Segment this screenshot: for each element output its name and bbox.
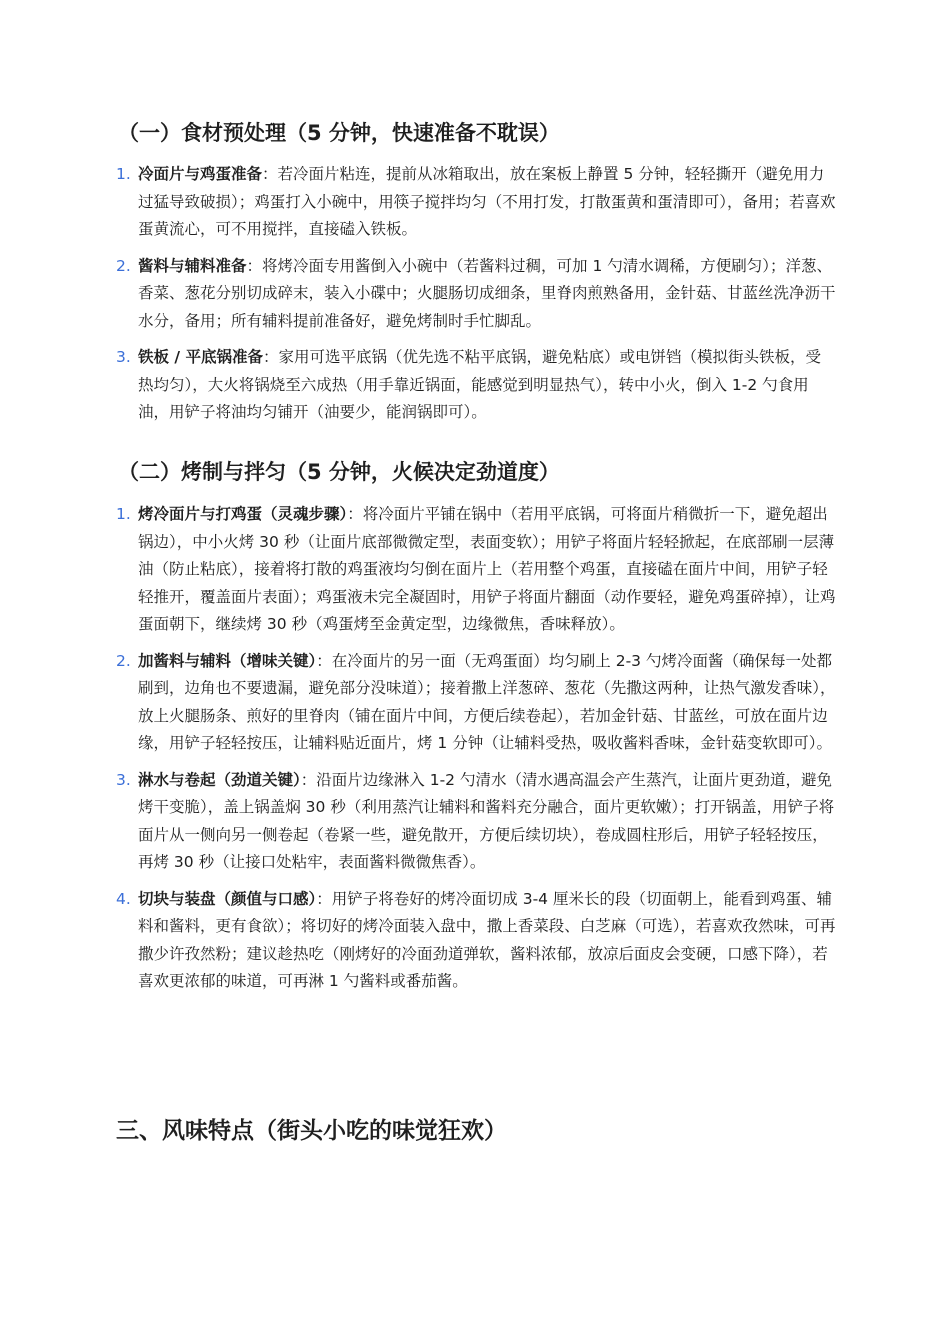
list-number: 1.: [116, 165, 131, 183]
step-label: 烤冷面片与打鸡蛋（灵魂步骤）: [138, 505, 348, 523]
step-label: 淋水与卷起（劲道关键）: [138, 770, 301, 789]
step-text: 将烤冷面专用酱倒入小碗中（若酱料过稠，可加 1 勺清水调稀，方便刷匀）；洋葱、香菜、葱花分别切成碎末，装入小碟中；火腿肠切成细条，里脊肉煎熟备用，金针菇、甘蓝丝洗净沥干水分，备用；所有辅料提前准备好，避免烤制时手忙脚乱。: [138, 256, 836, 330]
step-text: 家用可选平底锅（优先选不粘平底锅，避免粘底）或电饼铛（模拟街头铁板，受热均匀），大火将锅烧至六成热（用手靠近锅面，能感觉到明显热气），转中小火，倒入 1-2 勺食用油，用铲子将油均匀铺开（油要少，能润锅即可）。: [138, 348, 821, 421]
step-label: 冷面片与鸡蛋准备: [138, 165, 263, 183]
section-heading-flavor: 三、风味特点（街头小吃的味觉狂欢）: [116, 1118, 507, 1144]
list-number: 2.: [116, 256, 131, 275]
list-item: [116, 501, 840, 639]
step-text: 若冷面片粘连，提前从冰箱取出，放在案板上静置 5 分钟，轻轻撕开（避免用力过猛导致破损）；鸡蛋打入小碗中，用筷子搅拌均匀（不用打发，打散蛋黄和蛋清即可），备用；若喜欢蛋黄流心，可不用搅拌，直接磕入铁板。: [138, 165, 836, 238]
step-separator: ：: [316, 889, 332, 908]
step-text: 沿面片边缘淋入 1-2 勺清水（清水遇高温会产生蒸汽，让面片更劲道，避免烤干变脆），盖上锅盖焖 30 秒（利用蒸汽让辅料和酱料充分融合，面片更软嫩）；打开锅盖，用铲子将面片从一侧向另一侧卷起（卷紧一些，避免散开，方便后续切块），卷成圆柱形后，用铲子轻轻按压，再烤 30 秒（让接口处粘牢，表面酱料微微焦香）。: [138, 770, 835, 871]
list-item: [116, 161, 836, 244]
step-separator: ：: [300, 770, 317, 789]
section-heading-cooking: （二）烤制与拌匀（5 分钟，火候决定劲道度）: [118, 460, 560, 484]
step-label: 切块与装盘（颜值与口感）: [138, 889, 317, 908]
list-item: [116, 253, 836, 336]
cooking-step-list: [116, 501, 840, 1005]
list-item: [116, 886, 840, 996]
step-text: 在冷面片的另一面（无鸡蛋面）均匀刷上 2-3 勺烤冷面酱（确保每一处都刷到，边角也不要遗漏，避免部分没味道）；接着撒上洋葱碎、葱花（先撒这两种，让热气激发香味），放上火腿肠条、煎好的里脊肉（铺在面片中间，方便后续卷起），若加金针菇、甘蓝丝，可放在面片边缘，用铲子轻轻按压，让辅料贴近面片，烤 1 分钟（让辅料受热，吸收酱料香味，金针菇变软即可）。: [138, 651, 836, 752]
step-text: 用铲子将卷好的烤冷面切成 3-4 厘米长的段（切面朝上，能看到鸡蛋、辅料和酱料，更有食欲）；将切好的烤冷面装入盘中，撒上香菜段、白芝麻（可选），若喜欢孜然味，可再撒少许孜然粉；建议趁热吃（刚烤好的冷面劲道弹软，酱料浓郁，放凉后面皮会变硬，口感下降），若喜欢更浓郁的味道，可再淋 1 勺酱料或番茄酱。: [138, 889, 836, 990]
step-text: 将冷面片平铺在锅中（若用平底锅，可将面片稍微折一下，避免超出锅边），中小火烤 30 秒（让面片底部微微定型，表面变软）；用铲子将面片轻轻掀起，在底部刷一层薄油（防止粘底），接着将打散的鸡蛋液均匀倒在面片上（若用整个鸡蛋，直接磕在面片中间，用铲子轻轻推开，覆盖面片表面）；鸡蛋液未完全凝固时，用铲子将面片翻面（动作要轻，避免鸡蛋碎掉），让鸡蛋面朝下，继续烤 30 秒（鸡蛋烤至金黄定型，边缘微焦，香味释放）。: [138, 505, 836, 633]
list-item: [116, 344, 836, 427]
step-separator: ：: [347, 505, 363, 523]
list-number: 3.: [116, 348, 131, 366]
step-separator: ：: [246, 256, 263, 275]
section-heading-prep: （一）食材预处理（5 分钟，快速准备不耽误）: [118, 121, 560, 145]
step-label: 酱料与辅料准备: [138, 256, 247, 275]
step-separator: ：: [316, 651, 332, 670]
list-number: 3.: [116, 770, 131, 789]
step-separator: ：: [262, 165, 278, 183]
list-item: [116, 767, 840, 877]
step-label: 加酱料与辅料（增味关键）: [138, 651, 317, 670]
list-number: 4.: [116, 889, 131, 908]
step-label: 铁板 / 平底锅准备: [138, 348, 263, 366]
list-item: [116, 648, 840, 758]
list-number: 1.: [116, 505, 131, 523]
list-number: 2.: [116, 651, 131, 670]
prep-step-list: [116, 161, 836, 436]
step-separator: ：: [262, 348, 279, 366]
